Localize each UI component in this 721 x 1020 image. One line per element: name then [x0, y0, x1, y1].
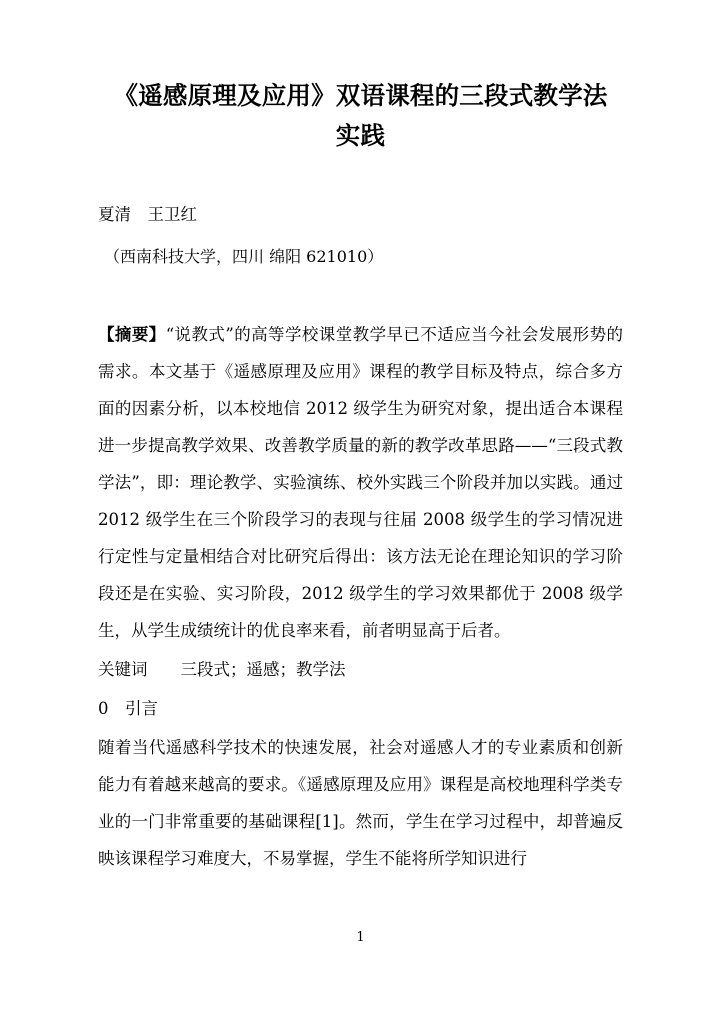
- abstract-body: “说教式”的高等学校课堂教学早已不适应当今社会发展形势的需求。本文基于《遥感原理及应用》课程的教学目标及特点，综合多方面的因素分析，以本校地信 2012 级学生为研究对象，提出适合本课程进一步提高教学效果、改善教学质量的新的教学改革思路——“三段式教学法”，即：理论教学、实验演练、校外实践三个阶段并加以实践。通过 2012 级学生在三个阶段学习的表现与往届 2008 级学生的学习情况进行定性与定量相结合对比研究后得出：该方法无论在理论知识的学习阶段还是在实验、实习阶段，2012 级学生的学习效果都优于 2008 级学生，从学生成绩统计的优良率来看，前者明显高于后者。: [98, 325, 624, 640]
- page-title: 《遥感原理及应用》双语课程的三段式教学法实践: [113, 81, 608, 150]
- section-heading-introduction: 0 引言: [98, 699, 158, 718]
- author-list: 夏清 王卫红: [98, 205, 197, 224]
- keywords-line: 关键词 三段式；遥感；教学法: [98, 660, 346, 679]
- introduction-paragraph: 随着当代遥感科学技术的快速发展，社会对遥感人才的专业素质和创新能力有着越来越高的要求。《遥感原理及应用》课程是高校地理科学类专业的一门非常重要的基础课程[1]。然而，学生在学习过程中，却普遍反映该课程学习难度大，不易掌握，学生不能将所学知识进行: [98, 738, 623, 868]
- abstract-paragraph: [98, 272, 623, 649]
- text-column: [98, 0, 623, 877]
- abstract-label: 【摘要】: [98, 325, 166, 344]
- affiliation-line: （西南科技大学，四川 绵阳 621010）: [104, 247, 384, 266]
- page-number: 1: [356, 930, 365, 945]
